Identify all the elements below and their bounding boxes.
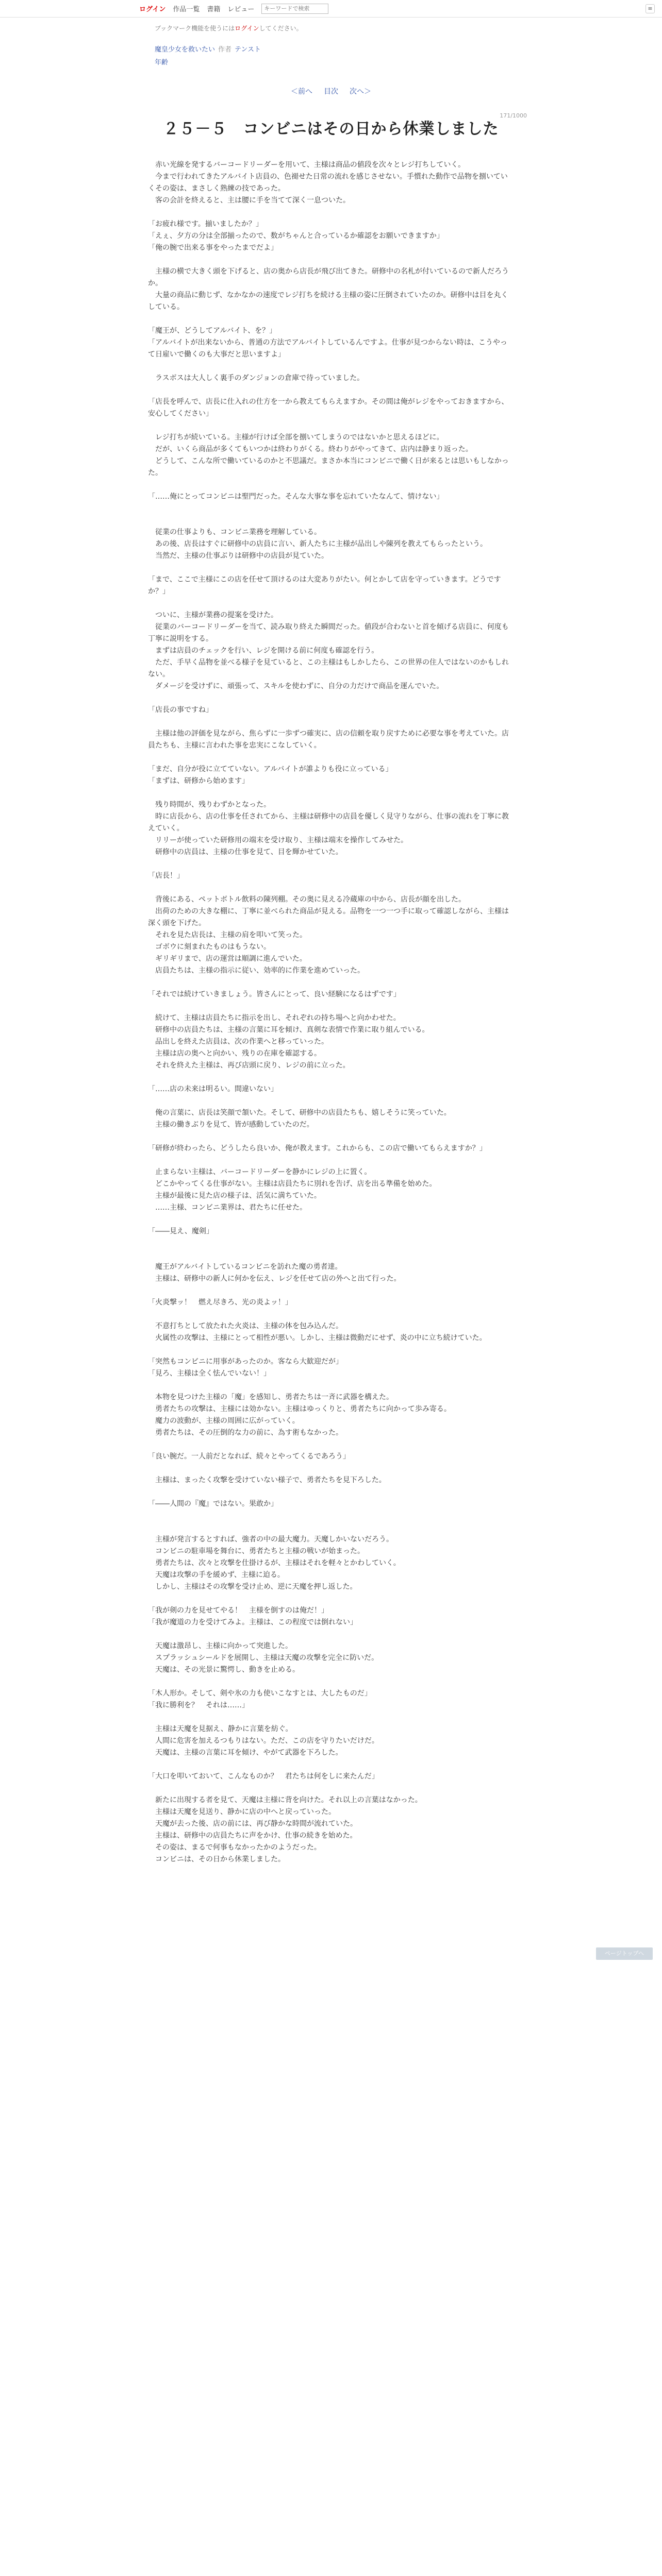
body-paragraph: 天魔は攻撃の手を緩めず、主様に迫る。 — [148, 1571, 285, 1579]
body-paragraph — [148, 1344, 514, 1356]
body-paragraph — [148, 692, 514, 704]
body-paragraph — [148, 1380, 514, 1392]
notice-login-link[interactable]: ログイン — [235, 25, 259, 32]
body-paragraph: 天魔は激昂し、主様に向かって突進した。 — [148, 1642, 292, 1650]
body-paragraph: レジ打ちが続いている。主様が行けば全部を捌いてしまうのではないかと思えるほどに。 — [148, 433, 444, 442]
body-paragraph: 止まらない主様は、バーコードリーダーを静かにレジの上に置く。 — [148, 1168, 372, 1176]
body-paragraph — [148, 752, 514, 764]
body-paragraph: 「まで、ここで主様にこの店を任せて頂けるのは大変ありがたい。何とかして店を守っていきます。どうですか？」 — [148, 575, 501, 596]
toc-link[interactable]: 目次 — [324, 88, 338, 96]
body-paragraph: まずは店員のチェックを行い、レジを開ける前に何度も確認を行う。 — [148, 647, 379, 655]
body-paragraph — [148, 858, 514, 870]
body-paragraph: 不意打ちとして放たれた火炎は、主様の体を包み込んだ。 — [148, 1322, 343, 1330]
body-paragraph — [148, 1629, 514, 1640]
body-paragraph: コンビニは、その日から休業しました。 — [148, 1855, 285, 1863]
body-paragraph — [148, 1131, 514, 1143]
body-paragraph: 勇者たちは、その圧倒的な力の前に、為す術もなかった。 — [148, 1429, 343, 1437]
body-paragraph: 天魔は、その光景に驚愕し、動きを止める。 — [148, 1666, 300, 1674]
body-paragraph: 「アルバイトが出来ないから、普通の方法でアルバイトしているんですよ。仕事が見つからない時は、こうやって日雇いで働くのも大事だと思いますよ」 — [148, 338, 507, 359]
body-paragraph: 俺の言葉に、店長は笑顔で頷いた。そして、研修中の店員たちも、嬉しそうに笑っていた。 — [148, 1109, 451, 1117]
body-paragraph: 「我が魔道の力を受けてみよ。主様は、この程度では倒れない」 — [148, 1618, 357, 1626]
body-paragraph — [148, 313, 514, 325]
body-paragraph: 主様が最後に見た店の様子は、活気に満ちていた。 — [148, 1192, 321, 1200]
chapter-title: ２５－５ コンビニはその日から休業しました — [163, 120, 499, 138]
next-chapter-link[interactable]: 次へ＞ — [350, 88, 371, 96]
body-paragraph — [148, 882, 514, 894]
body-paragraph: どうして、こんな所で働いているのかと不思議だ。まさか本当にコンビニで働く日が来るとは思いもしなかった。 — [148, 457, 509, 477]
body-paragraph: それを終えた主様は、再び店頭に戻り、レジの前に立った。 — [148, 1061, 350, 1070]
body-paragraph: 新たに出現する者を見て、天魔は主様に背を向けた。それ以上の言葉はなかった。 — [148, 1796, 422, 1804]
body-paragraph — [148, 787, 514, 799]
body-paragraph — [148, 562, 514, 574]
body-paragraph — [148, 1238, 514, 1249]
page-number: 171/1000 — [500, 112, 527, 119]
page-top-button[interactable]: ページトップへ — [596, 1947, 653, 1960]
body-paragraph: 「それでは続けていきましょう。皆さんにとって、良い経験になるはずです」 — [148, 990, 401, 998]
body-paragraph — [148, 254, 514, 266]
body-paragraph: 天魔は、主様の言葉に耳を傾け、やがて武器を下ろした。 — [148, 1749, 343, 1757]
body-paragraph: 主様の横で大きく頭を下げると、店の奥から店長が飛び出てきた。研修中の名札が付いているので新人だろうか。 — [148, 267, 509, 287]
body-paragraph: 火属性の攻撃は、主様にとって相性が悪い。しかし、主様は微動だにせず、炎の中に立ち続けていた。 — [148, 1334, 487, 1342]
body-paragraph: 「木人形か。そして、剣や氷の力も使いこなすとは、大したものだ」 — [148, 1689, 372, 1698]
body-paragraph — [148, 1486, 514, 1498]
body-paragraph: 「まずは、研修から始めます」 — [148, 777, 249, 785]
body-paragraph — [148, 361, 514, 372]
body-paragraph: 従業の仕事よりも、コンビニ業務を理解している。 — [148, 528, 321, 536]
body-paragraph: しかし、主様はその攻撃を受け止め、逆に天魔を押し返した。 — [148, 1583, 357, 1591]
body-paragraph — [148, 1711, 514, 1723]
body-paragraph: 「研修が終わったら、どうしたら良いか、俺が教えます。これからも、この店で働いてもらえますか？」 — [148, 1144, 487, 1153]
body-paragraph: 本物を見つけた主様の「魔」を感知し、勇者たちは一斉に武器を構えた。 — [148, 1393, 393, 1401]
chapter-body — [148, 159, 514, 1866]
body-paragraph: 残り時間が、残りわずかとなった。 — [148, 801, 271, 809]
body-paragraph: 従業のバーコードリーダーを当て、読み取り終えた瞬間だった。値段が合わないと首を傾げる店員に、何度も丁寧に説明をする。 — [148, 623, 509, 643]
body-paragraph: 人間に危害を加えるつもりはない。ただ、この店を守りたいだけだ。 — [148, 1737, 379, 1745]
body-paragraph: 「突然もコンビニに用事があったのか。客なら大歓迎だが」 — [148, 1358, 343, 1366]
body-paragraph: 魔力の波動が、主様の周囲に広がっていく。 — [148, 1417, 300, 1425]
body-paragraph — [148, 1593, 514, 1605]
body-paragraph: ただ、手早く品物を並べる様子を見ていると、この主様はもしかしたら、この世界の住人ではないのかもしれない。 — [148, 658, 509, 679]
body-paragraph: ……主様、コンビニ業界は、君たちに任せた。 — [148, 1204, 307, 1212]
body-paragraph: 主様は、まったく攻撃を受けていない様子で、勇者たちを見下ろした。 — [148, 1476, 386, 1484]
notice-suffix: してください。 — [259, 25, 303, 32]
body-paragraph: 天魔が去った後、店の前には、再び静かな時間が流れていた。 — [148, 1820, 357, 1828]
breadcrumb-label: 作者 — [218, 46, 232, 54]
body-paragraph — [148, 479, 514, 491]
work-title-link[interactable]: 魔皇少女を救いたい — [155, 46, 216, 54]
body-paragraph: 「我が剣の力を見せてやる！ 主様を倒すのは俺だ！」 — [148, 1606, 328, 1615]
body-paragraph: 主様は、研修中の新人に何かを伝え、レジを任せて店の外へと出て行った。 — [148, 1275, 401, 1283]
site-header — [0, 0, 662, 18]
body-paragraph: 主様は天魔を見据え、静かに言葉を紡ぐ。 — [148, 1725, 293, 1733]
body-paragraph — [148, 503, 514, 515]
body-paragraph: 「店長！」 — [148, 872, 184, 880]
body-paragraph — [148, 384, 514, 396]
body-paragraph: 赤い光線を発するバーコードリーダーを用いて、主様は商品の値段を次々とレジ打ちしていく。 — [148, 161, 466, 169]
body-paragraph — [148, 1510, 514, 1522]
body-paragraph: ダメージを受けずに、頑張って、スキルを使わずに、自分の力だけで商品を運んでいた。 — [148, 682, 444, 690]
body-paragraph: 「店長の事ですね」 — [148, 706, 213, 714]
body-paragraph — [148, 207, 514, 218]
body-paragraph: スプラッシュシールドを展開し、主様は天魔の攻撃を完全に防いだ。 — [148, 1654, 379, 1662]
body-paragraph: 主様は他の評価を見ながら、焦らずに一歩ずつ確実に、店の信頼を取り戻すために必要な事を考えていた。店員たちも、主様に言われた事を忠実にこなしていく。 — [148, 730, 509, 750]
body-paragraph: 「まだ、自分が役に立てていない。アルバイトが誰よりも役に立っている」 — [148, 765, 393, 773]
body-paragraph: あの後、店長はすぐに研修中の店員に言い、新人たちに主様が品出しや陳列を教えてもらったという。 — [148, 540, 487, 548]
body-paragraph — [148, 420, 514, 432]
body-paragraph: ギリギリまで、店の運営は順調に進んでいた。 — [148, 955, 307, 963]
body-paragraph: 「火炎撃ッ！ 燃え尽きろ、光の炎よッ！」 — [148, 1298, 292, 1307]
nav-reviews[interactable]: レビュー — [227, 6, 255, 13]
body-paragraph: どこかやってくる仕事がない。主様は店員たちに別れを告げ、店を出る準備を始めた。 — [148, 1180, 437, 1188]
body-paragraph: 時に店長から、店の仕事を任されてから、主様は研修中の店員を優しく見守りながら、仕事の流れを丁寧に教えていく。 — [148, 812, 509, 833]
body-paragraph: 「……俺にとってコンビニは聖門だった。そんな大事な事を忘れていたなんて、情けない」 — [148, 493, 444, 501]
body-paragraph — [148, 1095, 514, 1107]
body-paragraph: 「良い腕だ。一人前だとなれば、続々とやってくるであろう」 — [148, 1452, 350, 1461]
body-paragraph: 勇者たちの攻撃は、主様には効かない。主様はゆっくりと、勇者たちに向かって歩み寄る。 — [148, 1405, 451, 1413]
body-paragraph: ついに、主様が業務の提案を受けた。 — [148, 611, 278, 619]
body-paragraph — [148, 1463, 514, 1475]
body-paragraph: 「大口を叩いておいて、こんなものか？ 君たちは何をしに来たんだ」 — [148, 1772, 379, 1781]
body-paragraph: 出荷のための大きな棚に、丁寧に並べられた商品が見える。品物を一つ一つ手に取って確認しながら、主様は深く頭を下げた。 — [148, 907, 509, 927]
body-paragraph — [148, 1249, 514, 1261]
bookmark-notice — [155, 24, 662, 32]
body-paragraph: 品出しを終えた店員は、次の作業へと移っていった。 — [148, 1038, 328, 1046]
body-paragraph: 主様は、研修中の店員たちに声をかけ、仕事の続きを始めた。 — [148, 1832, 357, 1840]
body-paragraph — [148, 1759, 514, 1771]
body-paragraph: 研修中の店員たちは、主様の言葉に耳を傾け、真剣な表情で作業に取り組んでいる。 — [148, 1026, 429, 1034]
body-paragraph — [148, 515, 514, 527]
body-paragraph: ゴボウに刻まれたものはもうない。 — [148, 943, 271, 951]
body-paragraph: リリーが使っていた研修用の端末を受け取り、主様は端末を操作してみせた。 — [148, 836, 408, 844]
body-paragraph: 当然だ、主様の仕事ぶりは研修中の店員が見ていた。 — [148, 552, 328, 560]
body-paragraph: 客の会計を終えると、主は腰に手を当てて深く一息ついた。 — [148, 196, 350, 205]
body-paragraph — [148, 1309, 514, 1320]
body-paragraph — [148, 1285, 514, 1297]
body-paragraph — [148, 1676, 514, 1688]
body-paragraph: 主様は店の奥へと向かい、残りの在庫を確認する。 — [148, 1049, 321, 1058]
body-paragraph: 主様は天魔を見送り、静かに店の中へと戻っていった。 — [148, 1808, 336, 1816]
body-paragraph: 続けて、主様は店員たちに指示を出し、それぞれの持ち場へと向かわせた。 — [148, 1014, 401, 1022]
body-paragraph: 「俺の腕で出来る事をやったまでだよ」 — [148, 244, 278, 252]
body-paragraph: 大量の商品に動じず、なかなかの速度でレジ打ちを続ける主様の姿に圧倒されていたのか。研修中は目を丸くしている。 — [148, 291, 508, 311]
body-paragraph: ラスボスは大人しく裏手のダンジョンの倉庫で待っていました。 — [148, 374, 365, 382]
body-paragraph — [148, 1783, 514, 1794]
body-paragraph: コンビニの駐車場を舞台に、勇者たちと主様の戦いが始まった。 — [148, 1547, 365, 1555]
body-paragraph: 店員たちは、主様の指示に従い、効率的に作業を進めていった。 — [148, 967, 365, 975]
body-paragraph: 今まで行われてきたアルバイト店員の、色褪せた日常の流れを感じさせない。手慣れた動作で品物を捌いていくその姿は、まさしく熟練の技であった。 — [148, 173, 508, 193]
body-paragraph: 研修中の店員は、主様の仕事を見て、目を輝かせていた。 — [148, 848, 343, 856]
body-paragraph — [148, 598, 514, 609]
author-link[interactable]: テンスト — [235, 46, 261, 54]
body-paragraph: 「店長を呼んで、店長に仕入れの仕方を一から教えてもらえますか。その間は俺がレジをやっておきますから、安心してください」 — [148, 398, 509, 418]
nav-books[interactable]: 書籍 — [207, 6, 221, 13]
body-paragraph: 主様が発言するとすれば、強者の中の最大魔力。天魔しかいないだろう。 — [148, 1535, 393, 1544]
body-paragraph: 「えぇ、夕方の分は全部揃ったので、数がちゃんと合っているか確認をお願いできますか」 — [148, 232, 444, 240]
body-paragraph: だが、いくら商品が多くてもいつかは終わりがくる。終わりがやってきて、店内は静まり返った。 — [148, 445, 473, 453]
body-paragraph — [148, 977, 514, 989]
body-paragraph — [148, 1001, 514, 1012]
body-paragraph: 背後にある、ペットボトル飲料の陳列棚。その奥に見える冷蔵庫の中から、店長が顔を出した。 — [148, 895, 466, 904]
nav-works[interactable]: 作品一覧 — [173, 6, 200, 13]
body-paragraph: 主様の働きぶりを見て、皆が感動していたのだ。 — [148, 1121, 314, 1129]
body-paragraph — [148, 1155, 514, 1166]
body-paragraph — [148, 1439, 514, 1451]
search-input[interactable] — [261, 4, 328, 14]
body-paragraph — [148, 1072, 514, 1083]
body-paragraph: それを見た店長は、主様の肩を叩いて笑った。 — [148, 931, 307, 939]
body-paragraph: 「お疲れ様です。揃いましたか？」 — [148, 220, 263, 228]
body-paragraph: 「見ろ、主様は全く怯んでいない！」 — [148, 1369, 271, 1378]
body-paragraph — [148, 1522, 514, 1534]
menu-icon[interactable]: ≡ — [646, 4, 655, 13]
body-paragraph: 「……店の未来は明るい。間違いない」 — [148, 1085, 278, 1093]
login-link[interactable]: ログイン — [139, 6, 166, 13]
chapter-pager — [0, 86, 662, 96]
body-paragraph: 魔王がアルバイトしているコンビニを訪れた魔の勇者達。 — [148, 1263, 342, 1271]
body-paragraph — [148, 716, 514, 728]
body-paragraph: その姿は、まるで何事もなかったかのようだった。 — [148, 1843, 321, 1852]
notice-prefix: ブックマーク機能を使うには — [155, 25, 235, 32]
body-paragraph: 勇者たちは、次々と攻撃を仕掛けるが、主様はそれを軽々とかわしていく。 — [148, 1559, 401, 1567]
body-paragraph: 「我に勝利を？ それは……」 — [148, 1701, 249, 1709]
body-paragraph — [148, 1214, 514, 1226]
breadcrumb — [155, 44, 662, 54]
body-paragraph: 「――見え、魔剣」 — [148, 1227, 213, 1235]
body-paragraph: 「――人間の『魔』ではない。果敢か」 — [148, 1500, 278, 1508]
breadcrumb-sub: 年齢 — [155, 59, 169, 66]
body-paragraph: 「魔王が、どうしてアルバイト、を？」 — [148, 327, 277, 335]
prev-chapter-link[interactable]: ＜前へ — [291, 88, 312, 96]
